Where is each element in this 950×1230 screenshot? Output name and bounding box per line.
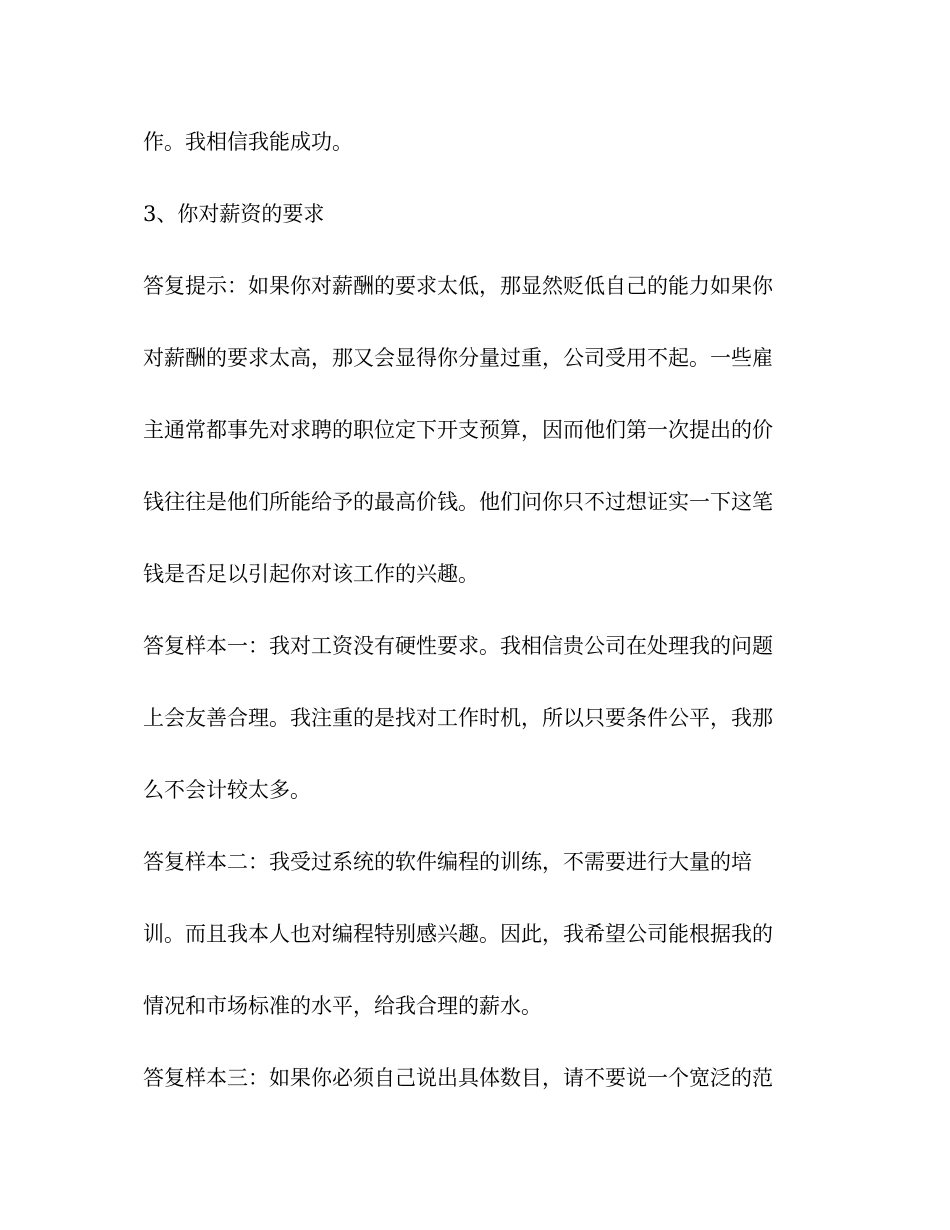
text-line: 训。而且我本人也对编程特别感兴趣。因此，我希望公司能根据我的	[143, 922, 773, 946]
text-line: 作。我相信我能成功。	[143, 130, 353, 154]
text-line: 对薪酬的要求太高，那又会显得你分量过重，公司受用不起。一些雇	[143, 346, 773, 370]
text-line: 答复样本一：我对工资没有硬性要求。我相信贵公司在处理我的问题	[143, 634, 773, 658]
text-line: 么不会计较太多。	[143, 778, 311, 802]
text-line: 情况和市场标准的水平，给我合理的薪水。	[143, 994, 542, 1018]
text-line: 钱是否足以引起你对该工作的兴趣。	[143, 562, 479, 586]
text-line: 答复样本二：我受过系统的软件编程的训练，不需要进行大量的培	[143, 850, 752, 874]
text-line: 上会友善合理。我注重的是找对工作时机，所以只要条件公平，我那	[143, 706, 773, 730]
section-heading: 3、你对薪资的要求	[143, 202, 325, 226]
document-body	[143, 120, 823, 1128]
text-line: 答复提示：如果你对薪酬的要求太低，那显然贬低自己的能力如果你	[143, 274, 773, 298]
text-line: 钱往往是他们所能给予的最高价钱。他们问你只不过想证实一下这笔	[143, 490, 773, 514]
text-line: 主通常都事先对求聘的职位定下开支预算，因而他们第一次提出的价	[143, 418, 773, 442]
text-line: 答复样本三：如果你必须自己说出具体数目，请不要说一个宽泛的范	[143, 1066, 773, 1090]
